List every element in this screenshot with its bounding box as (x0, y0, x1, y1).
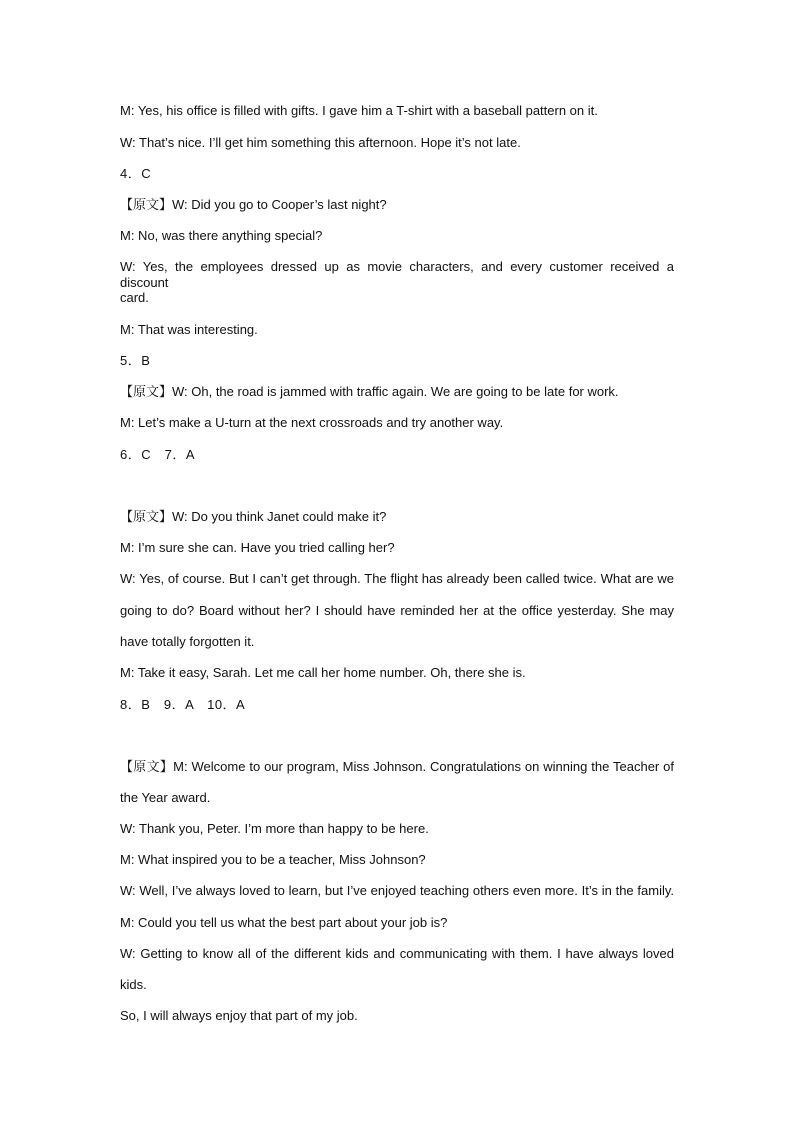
answer-key: 6．C 7．A (120, 447, 196, 462)
dialogue-line: M: What inspired you to be a teacher, Miss Johnson? (120, 852, 426, 867)
dialogue-line: So, I will always enjoy that part of my job. (120, 1008, 358, 1023)
dialogue-line: M: No, was there anything special? (120, 228, 323, 243)
dialogue-line: W: Getting to know all of the different kids and communicating with them. I have always loved (120, 946, 674, 961)
transcript-heading: 【原文】W: Do you think Janet could make it? (120, 509, 387, 524)
transcript-heading: 【原文】W: Oh, the road is jammed with traffic again. We are going to be late for work. (120, 384, 619, 399)
dialogue-line: W: Yes, of course. But I can’t get through. The flight has already been called twice. What are we (120, 571, 674, 586)
dialogue-line: W: That’s nice. I’ll get him something this afternoon. Hope it’s not late. (120, 135, 521, 150)
answer-key: 4．C (120, 166, 152, 181)
transcript-heading: 【原文】M: Welcome to our program, Miss Johnson. Congratulations on winning the Teacher of (120, 759, 674, 774)
answer-key: 8．B 9．A 10．A (120, 697, 246, 712)
answer-key: 5．B (120, 353, 151, 368)
dialogue-line: the Year award. (120, 790, 211, 805)
dialogue-line: W: Well, I’ve always loved to learn, but I’ve enjoyed teaching others even more. It’s in the family. (120, 883, 674, 898)
dialogue-line: W: Thank you, Peter. I’m more than happy to be here. (120, 821, 429, 836)
transcript-heading: 【原文】W: Did you go to Cooper’s last night? (120, 197, 387, 212)
dialogue-line: M: Yes, his office is filled with gifts. I gave him a T-shirt with a baseball pattern on it. (120, 103, 598, 118)
dialogue-line: M: Let’s make a U-turn at the next crossroads and try another way. (120, 415, 504, 430)
dialogue-line: going to do? Board without her? I should have reminded her at the office yesterday. She may (120, 603, 674, 618)
dialogue-line: M: Take it easy, Sarah. Let me call her home number. Oh, there she is. (120, 665, 526, 680)
dialogue-line: M: That was interesting. (120, 322, 258, 337)
dialogue-line: W: Yes, the employees dressed up as movie characters, and every customer received a discount (120, 259, 674, 290)
dialogue-line: card. (120, 290, 149, 305)
dialogue-line: have totally forgotten it. (120, 634, 255, 649)
dialogue-line: kids. (120, 977, 147, 992)
dialogue-line: M: Could you tell us what the best part about your job is? (120, 915, 448, 930)
dialogue-line: M: I’m sure she can. Have you tried calling her? (120, 540, 395, 555)
